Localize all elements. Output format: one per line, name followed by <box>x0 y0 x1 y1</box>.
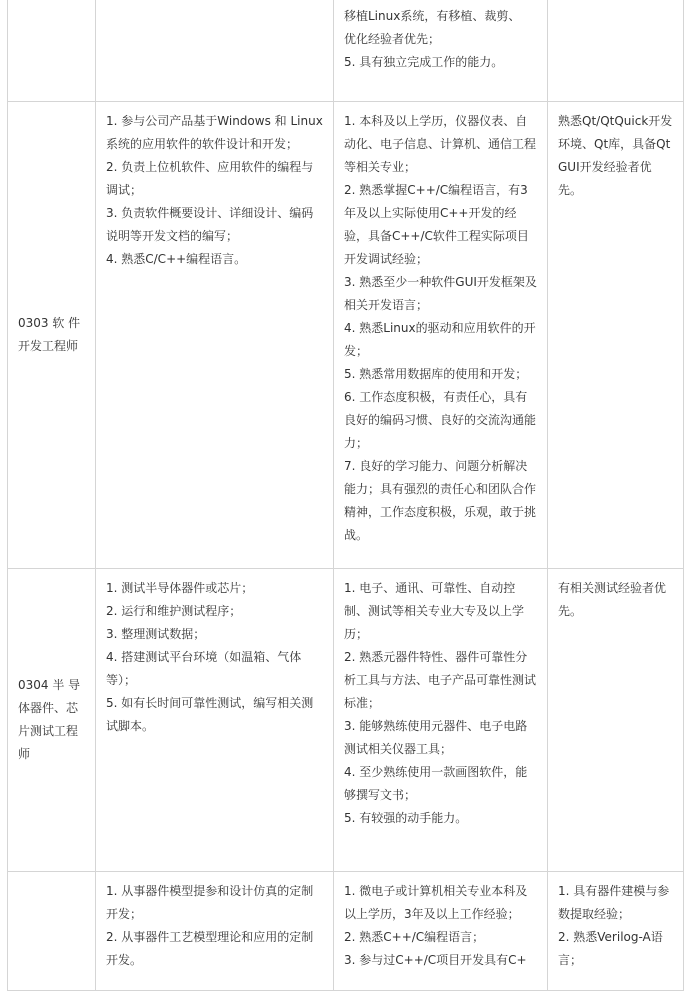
bonus-cell <box>548 872 684 991</box>
requirement-item: 4. 熟悉Linux的驱动和应用软件的开发； <box>344 321 536 358</box>
requirements-cell <box>334 102 548 569</box>
table-row <box>8 102 684 569</box>
requirement-item: 移植Linux系统，有移植、裁剪、 <box>344 9 521 23</box>
table-row <box>8 0 684 102</box>
requirement-item: 2. 熟悉元器件特性、器件可靠性分析工具与方法、电子产品可靠性测试标准； <box>344 650 537 710</box>
requirements-cell <box>334 569 548 872</box>
bonus-cell <box>548 102 684 569</box>
bonus-item: 有相关测试经验者优先。 <box>558 581 667 618</box>
job-title: 0303 软 件 开发工程师 <box>18 316 81 353</box>
job-title-cell <box>8 102 96 569</box>
table-row <box>8 569 684 872</box>
duty-item: 1. 从事器件模型提参和设计仿真的定制开发； <box>106 884 314 921</box>
bonus-item: 熟悉Qt/QtQuick开发环境、Qt库，具备Qt GUI开发经验者优先。 <box>558 114 673 197</box>
requirement-item: 1. 微电子或计算机相关专业本科及以上学历，3年及以上工作经验； <box>344 884 528 921</box>
duty-item: 5. 如有长时间可靠性测试，编写相关测试脚本。 <box>106 696 314 733</box>
requirement-item: 2. 熟悉C++/C编程语言； <box>344 930 485 944</box>
duties-cell <box>96 872 334 991</box>
requirement-item: 5. 有较强的动手能力。 <box>344 811 468 825</box>
table-row <box>8 872 684 991</box>
job-title-cell <box>8 0 96 102</box>
requirement-item: 3. 能够熟练使用元器件、电子电路测试相关仪器工具； <box>344 719 528 756</box>
duty-item: 3. 整理测试数据； <box>106 627 206 641</box>
duty-item: 2. 从事器件工艺模型理论和应用的定制开发。 <box>106 930 314 967</box>
requirement-item: 7. 良好的学习能力、问题分析解决能力；具有强烈的责任心和团队合作精神，工作态度积极，乐观，敢于挑战。 <box>344 459 537 542</box>
job-title-cell <box>8 569 96 872</box>
duty-item: 4. 熟悉C/C++编程语言。 <box>106 252 247 266</box>
requirement-item: 2. 熟悉掌握C++/C编程语言，有3年及以上实际使用C++开发的经验，具备C++/C软件工程实际项目开发调试经验； <box>344 183 529 266</box>
requirement-item: 1. 电子、通讯、可靠性、自动控制、测试等相关专业大专及以上学历； <box>344 581 525 641</box>
bonus-cell <box>548 569 684 872</box>
duties-cell <box>96 102 334 569</box>
duties-cell <box>96 569 334 872</box>
job-title-cell <box>8 872 96 991</box>
duties-cell <box>96 0 334 102</box>
job-title: 0304 半 导 体器件、芯片测试工程师 <box>18 678 81 761</box>
duty-item: 2. 运行和维护测试程序； <box>106 604 242 618</box>
requirement-item: 6. 工作态度积极，有责任心，具有良好的编码习惯、良好的交流沟通能力； <box>344 390 537 450</box>
duty-item: 2. 负责上位机软件、应用软件的编程与调试； <box>106 160 314 197</box>
requirements-cell <box>334 0 548 102</box>
job-requirements-table <box>7 0 684 991</box>
requirement-item: 5. 具有独立完成工作的能力。 <box>344 55 504 69</box>
duty-item: 1. 测试半导体器件或芯片； <box>106 581 254 595</box>
requirement-item: 3. 熟悉至少一种软件GUI开发框架及相关开发语言； <box>344 275 537 312</box>
bonus-item: 2. 熟悉Verilog-A语言； <box>558 930 663 967</box>
requirements-cell <box>334 872 548 991</box>
duty-item: 4. 搭建测试平台环境（如温箱、气体等）； <box>106 650 302 687</box>
duty-item: 1. 参与公司产品基于Windows 和 Linux系统的应用软件的软件设计和开发； <box>106 114 323 151</box>
requirement-item: 3. 参与过C++/C项目开发具有C+ <box>344 953 527 967</box>
requirement-item: 优化经验者优先； <box>344 32 441 46</box>
duty-item: 3. 负责软件概要设计、详细设计、编码说明等开发文档的编写； <box>106 206 314 243</box>
bonus-cell <box>548 0 684 102</box>
bonus-item: 1. 具有器件建模与参数提取经验； <box>558 884 670 921</box>
requirement-item: 1. 本科及以上学历，仪器仪表、自动化、电子信息、计算机、通信工程等相关专业； <box>344 114 537 174</box>
requirement-item: 5. 熟悉常用数据库的使用和开发； <box>344 367 528 381</box>
requirement-item: 4. 至少熟练使用一款画图软件，能够撰写文书； <box>344 765 528 802</box>
